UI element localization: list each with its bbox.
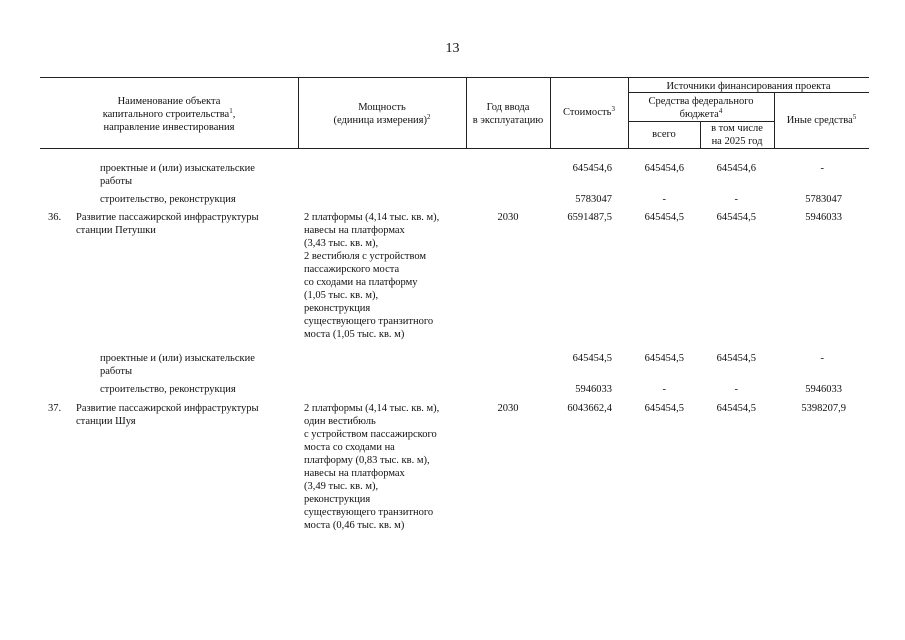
row-capacity: 2 платформы (4,14 тыс. кв. м), навесы на платформах (3,43 тыс. кв. м), 2 вестибюля с устройством пассажирского моста со сходами на платформу (1,05 тыс. кв. м), реконструкция существующего транзитного моста (1,05 тыс. кв. м) [304, 212, 440, 340]
header-name: Наименование объекта капитального строительства$^1$, направление инвестирования [102, 96, 236, 133]
table-top-border [40, 77, 869, 78]
row-year: 2030 [497, 212, 519, 223]
row-cost: 6043662,4 [567, 403, 612, 414]
row-federal-total: 645454,5 [644, 212, 684, 223]
row-federal-total: 645454,6 [644, 163, 684, 174]
row-federal-total: - [662, 384, 666, 395]
row-federal-2025: - [734, 384, 738, 395]
row-federal-2025: 645454,5 [716, 212, 756, 223]
row-federal-2025: 645454,5 [716, 353, 756, 364]
header-year: Год ввода в эксплуатацию [472, 102, 544, 126]
row-name: проектные и (или) изыскательские работы [100, 353, 255, 377]
header-federal: Средства федерального бюджета$^4$ [648, 96, 754, 120]
header-sources: Источники финансирования проекта [666, 81, 831, 92]
row-name: проектные и (или) изыскательские работы [100, 163, 255, 187]
row-federal-2025: 645454,6 [716, 163, 756, 174]
row-cost: 645454,6 [572, 163, 612, 174]
row-name: строительство, реконструкция [100, 384, 236, 395]
row-cost: 5783047 [575, 194, 612, 205]
row-number: 37. [48, 403, 62, 414]
row-federal-2025: - [734, 194, 738, 205]
row-other: - [820, 163, 824, 174]
row-cost: 5946033 [575, 384, 612, 395]
row-other: 5946033 [805, 384, 842, 395]
row-other: 5398207,9 [801, 403, 846, 414]
row-other: 5946033 [805, 212, 842, 223]
row-year: 2030 [497, 403, 519, 414]
row-name: Развитие пассажирской инфраструктуры станции Шуя [76, 403, 259, 427]
header-capacity: Мощность (единица измерения)$^2$ [333, 102, 431, 126]
row-federal-total: 645454,5 [644, 403, 684, 414]
header-in-2025: в том числе на 2025 год [711, 123, 763, 147]
row-federal-2025: 645454,5 [716, 403, 756, 414]
row-capacity: 2 платформы (4,14 тыс. кв. м), один вестибюль с устройством пассажирского моста со сходами на платформу (0,83 тыс. кв. м), навесы на платформах (3,49 тыс. кв. м), реконструкция существующего транзитного моста (0,46 тыс. кв. м) [304, 403, 440, 531]
row-cost: 645454,5 [572, 353, 612, 364]
row-name: строительство, реконструкция [100, 194, 236, 205]
header-bottom-border [40, 148, 869, 149]
row-other: 5783047 [805, 194, 842, 205]
row-federal-total: 645454,5 [644, 353, 684, 364]
row-cost: 6591487,5 [567, 212, 612, 223]
row-name: Развитие пассажирской инфраструктуры станции Петушки [76, 212, 259, 236]
header-total: всего [652, 129, 676, 140]
row-number: 36. [48, 212, 62, 223]
row-other: - [820, 353, 824, 364]
header-cost: Стоимость$^3$ [563, 105, 615, 118]
header-other: Иные средства$^5$ [786, 113, 857, 126]
row-federal-total: - [662, 194, 666, 205]
page-number: 13 [445, 41, 460, 56]
